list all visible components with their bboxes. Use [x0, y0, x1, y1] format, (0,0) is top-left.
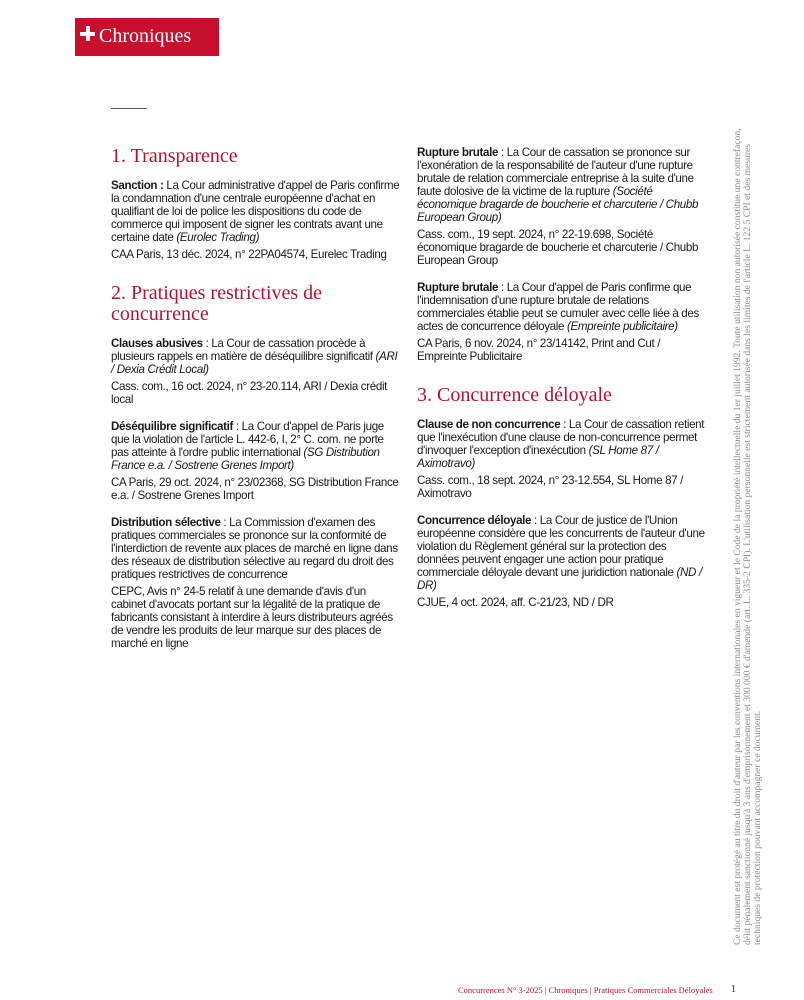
case-parties: (Société économique bragarde de boucherie et charcuterie / Chubb European Group): [417, 185, 699, 224]
case-description: La Cour administrative d'appel de Paris confirme la condamnation d'une centrale européenne d'achat en qualifiant de loi de police les dispositions du code de commerce qui imposent de signer les contrats avant une certaine date: [111, 179, 400, 244]
case-entry: [417, 281, 709, 363]
case-entry: [111, 516, 403, 650]
case-description: : La Cour d'appel de Paris confirme que l'indemnisation d'une rupture brutale de relations commerciales établie peut se cumuler avec celle liée à des actes de concurrence déloyale: [417, 281, 699, 333]
case-summary: [417, 281, 709, 333]
case-parties: (ARI / Dexia Crédit Local): [111, 350, 398, 376]
case-parties: (Empreinte publicitaire): [566, 320, 678, 333]
section-heading: 1. Transparence: [111, 145, 238, 167]
case-topic: Rupture brutale: [417, 146, 499, 159]
section-heading: 3. Concurrence déloyale: [417, 384, 612, 406]
case-summary: [417, 146, 709, 224]
section-heading: 2. Pratiques restrictives de concurrence: [111, 282, 323, 325]
copyright-line: techniques de protection pouvant accompagner ce document.: [752, 710, 763, 945]
case-summary: [111, 516, 403, 581]
case-parties: (SL Home 87 / Aximotravo): [417, 444, 659, 470]
divider: [111, 108, 147, 109]
case-description: : La Cour de cassation procède à plusieurs rappels en matière de déséquilibre significatif: [111, 337, 376, 363]
case-reference: CA Paris, 6 nov. 2024, n° 23/14142, Print and Cut / Empreinte Publicitaire: [417, 337, 661, 363]
page-number: 1: [731, 984, 736, 995]
case-parties: (Eurolec Trading): [176, 231, 260, 244]
case-summary: [417, 514, 709, 592]
case-description: : La Cour de justice de l'Union européenne considère que les concurrents de l'auteur d'une violation du Règlement général sur la protection des données peuvent engager une action pour pratique commerciale déloyale devant une juridiction nationale: [417, 514, 705, 579]
case-summary: [111, 337, 403, 376]
case-entry: [417, 418, 709, 500]
case-reference: CJUE, 4 oct. 2024, aff. C-21/23, ND / DR: [417, 596, 614, 609]
case-summary: [111, 179, 403, 244]
section: [111, 283, 403, 650]
case-topic: Sanction :: [111, 179, 164, 192]
copyright-line: délit pénalement sanctionné jusqu'à 3 ans d'emprisonnement et 300 000 € d'amende (art. L. 335-2 CPI). L'utilisation personnelle est strictement autorisée dans les limites de l'article L. 122 5 CPI et des mesures: [742, 144, 753, 945]
case-topic: Rupture brutale: [417, 281, 499, 294]
case-topic: Clauses abusives: [111, 337, 203, 350]
section-badge-label: Chroniques: [99, 25, 192, 47]
copyright-notice: [733, 75, 763, 945]
case-reference: Cass. com., 18 sept. 2024, n° 23-12.554, SL Home 87 / Aximotravo: [417, 474, 684, 500]
case-reference: Cass. com., 19 sept. 2024, n° 22-19.698, Société économique bragarde de boucherie et charcuterie / Chubb European Group: [417, 228, 699, 267]
case-reference: CAA Paris, 13 déc. 2024, n° 22PA04574, Eurelec Trading: [111, 248, 387, 261]
case-description: : La Cour d'appel de Paris juge que la violation de l'article L. 442-6, I, 2° C. com. ne porte pas atteinte à l'ordre public international: [111, 420, 384, 459]
section: [111, 146, 403, 261]
copyright-line: Ce document est protégé au titre du droit d'auteur par les conventions internationales en vigueur et le Code de la propriété intellectuelle du 1er juillet 1992. Toute utilisation non autorisée constitue une contrefaçon,: [732, 128, 743, 945]
case-entry: [111, 337, 403, 406]
case-parties: (SG Distribution France e.a. / Sostrene Grenes Import): [111, 446, 380, 472]
case-entry: [111, 420, 403, 502]
case-parties: (ND / DR): [417, 566, 702, 592]
case-reference: CA Paris, 29 oct. 2024, n° 23/02368, SG Distribution France e.a. / Sostrene Grenes Import: [111, 476, 399, 502]
case-description: : La Cour de cassation retient que l'inexécution d'une clause de non-concurrence permet d'invoquer l'exception d'inexécution: [417, 418, 705, 457]
case-entry: [111, 179, 403, 261]
case-topic: Clause de non concurrence: [417, 418, 561, 431]
section: [417, 385, 709, 609]
case-reference: CEPC, Avis n° 24-5 relatif à une demande d'avis d'un cabinet d'avocats portant sur la légalité de la pratique de fabricants consistant à interdire à leurs distributeurs agréés de vendre les produits de leur marque sur des places de marché en ligne: [111, 585, 393, 650]
section: [417, 146, 709, 363]
case-summary: [417, 418, 709, 470]
left-column: [111, 146, 403, 672]
case-topic: Concurrence déloyale: [417, 514, 532, 527]
running-footer: Concurrences N° 3-2025 | Chroniques | Pratiques Commerciales Déloyales: [458, 985, 713, 995]
case-entry: [417, 146, 709, 267]
plus-icon: [80, 26, 95, 41]
case-topic: Distribution sélective: [111, 516, 221, 529]
case-description: : La Cour de cassation se prononce sur l'exonération de la responsabilité de l'auteur d'une rupture brutale de relation commerciale entreprise à la suite d'une faute dolosive de la victime de la rupture: [417, 146, 694, 198]
case-topic: Déséquilibre significatif: [111, 420, 234, 433]
case-summary: [111, 420, 403, 472]
right-column: [417, 146, 709, 631]
section-badge: [75, 18, 219, 56]
case-description: : La Commission d'examen des pratiques commerciales se prononce sur la conformité de l'interdiction de revente aux places de marché en ligne dans des réseaux de distribution sélective au regard du droit des pratiques restrictives de concurrence: [111, 516, 398, 581]
case-reference: Cass. com., 16 oct. 2024, n° 23-20.114, ARI / Dexia crédit local: [111, 380, 388, 406]
case-entry: [417, 514, 709, 609]
